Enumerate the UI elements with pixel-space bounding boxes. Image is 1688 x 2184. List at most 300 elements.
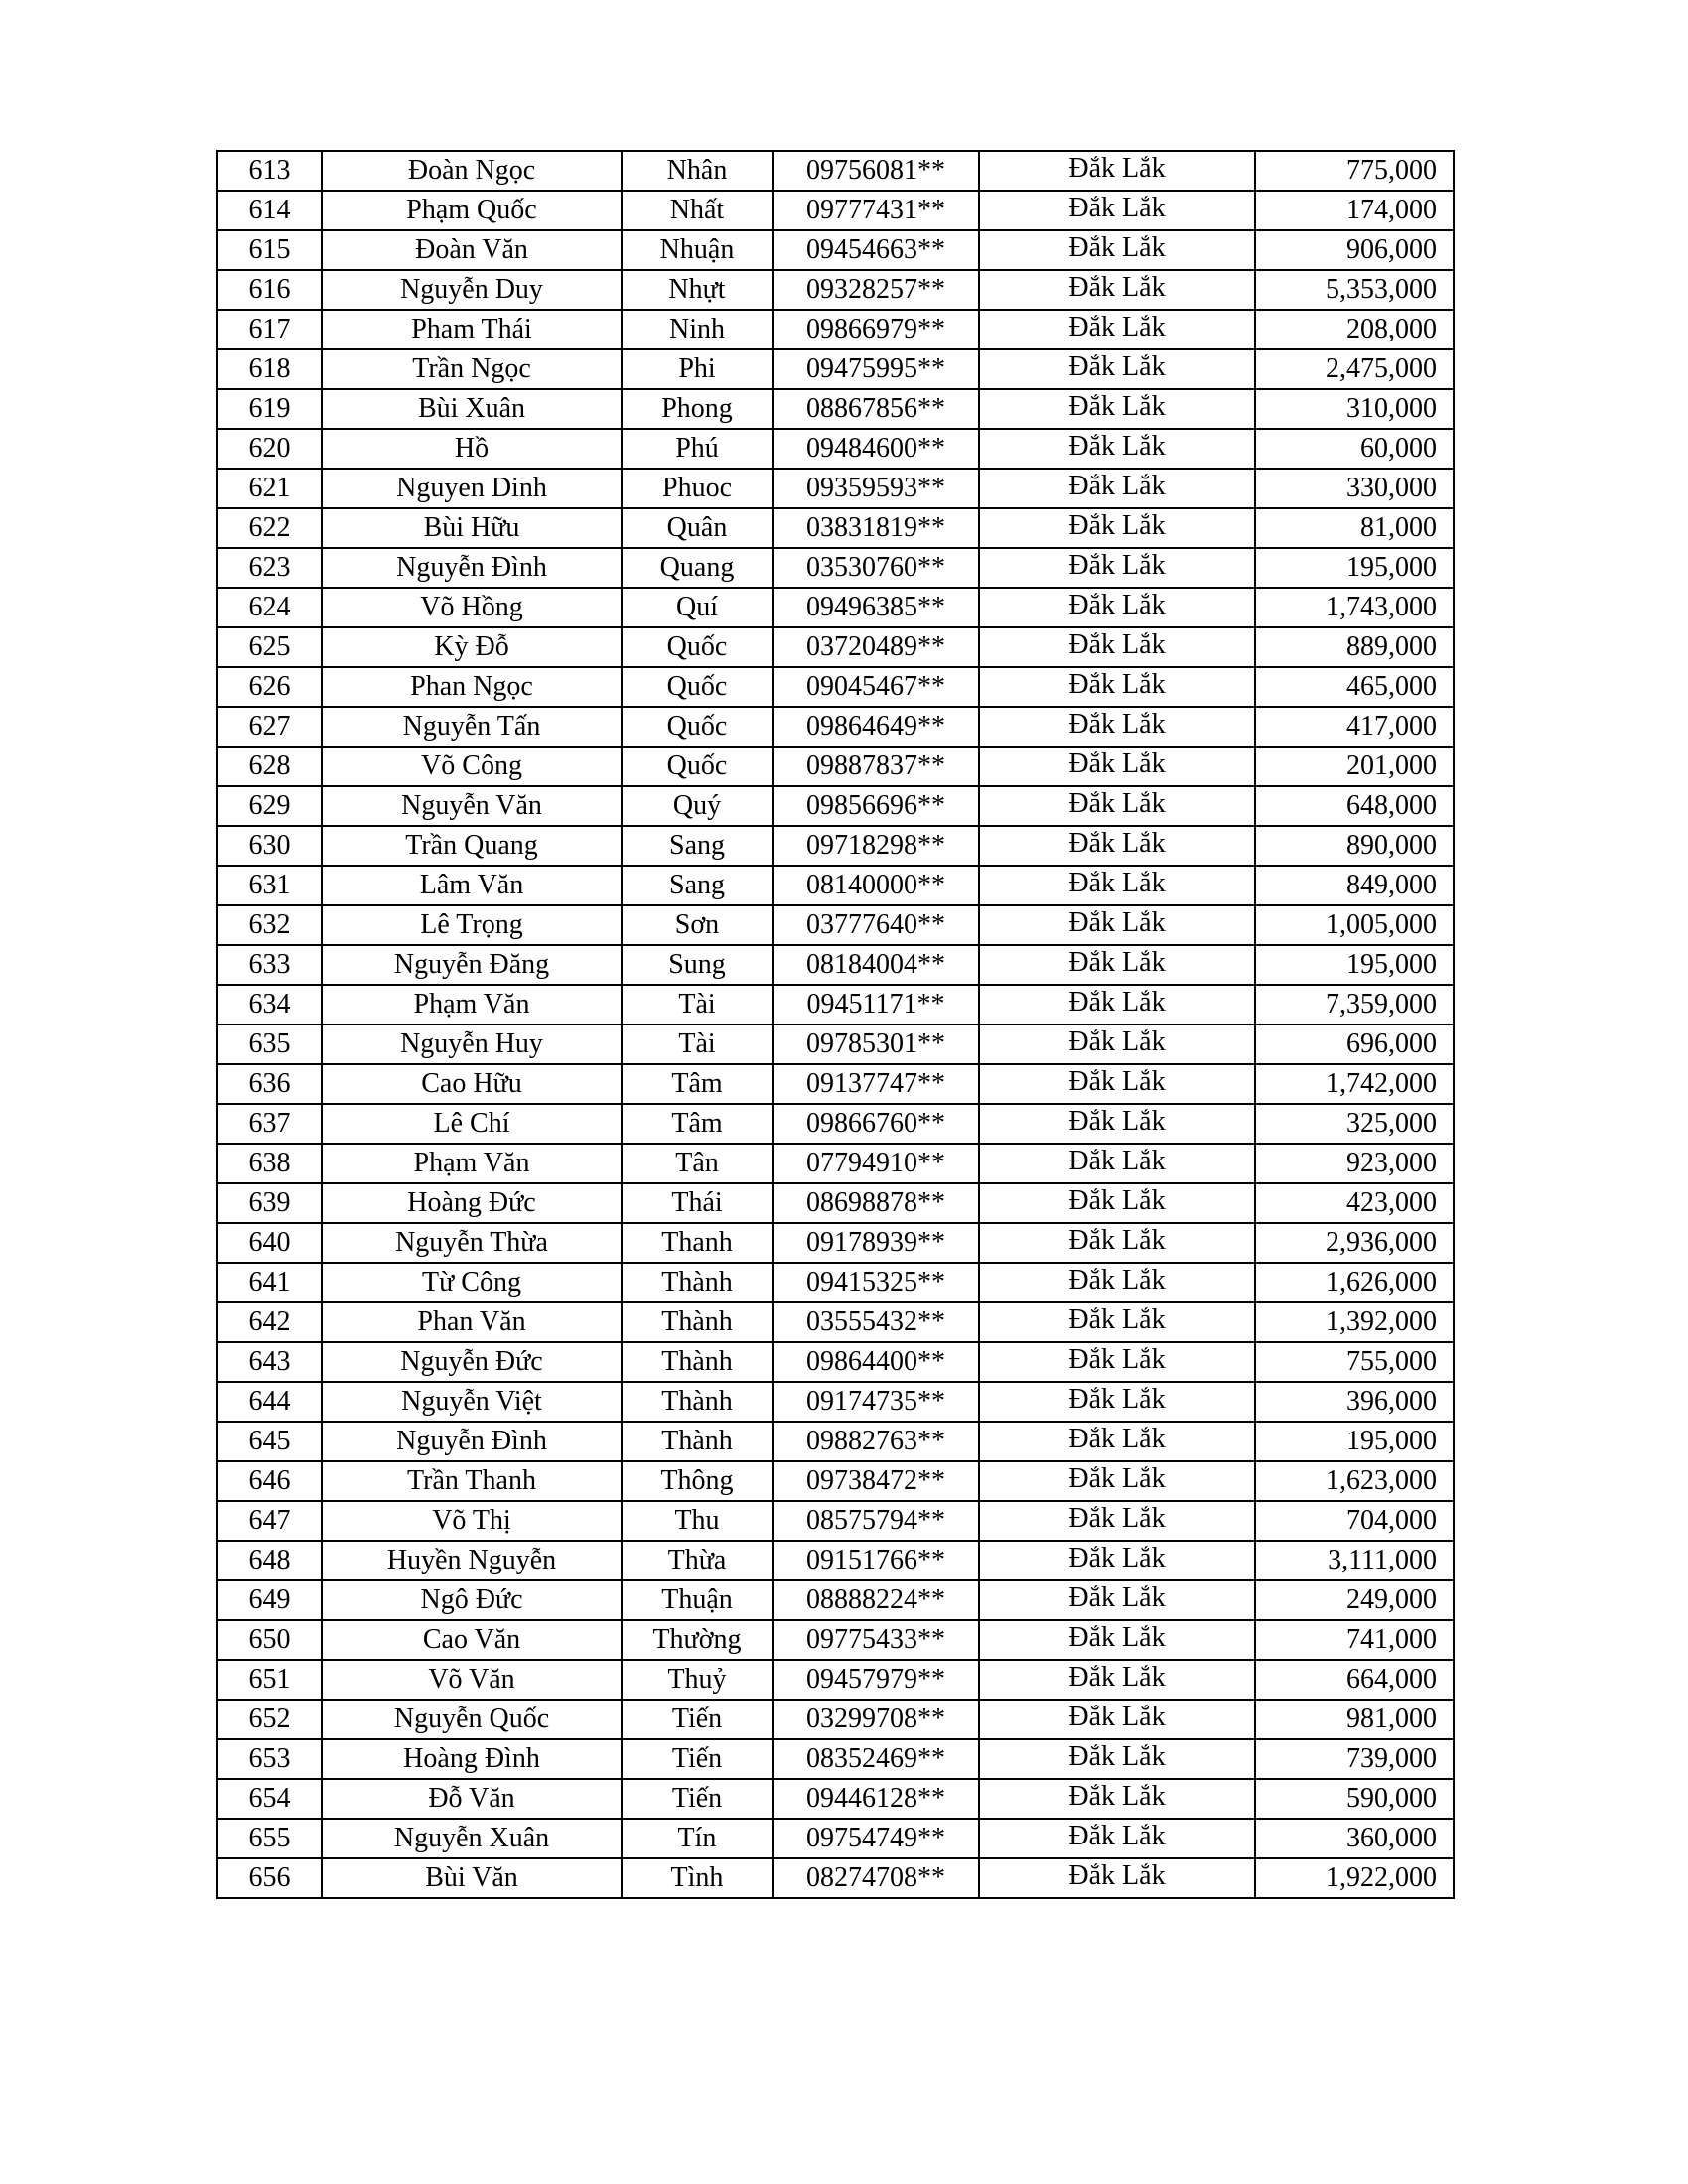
row-number-cell: 626 [217,667,322,707]
table-row [217,230,1454,270]
surname-cell: Nguyen Dinh [322,469,622,508]
surname-cell: Trần Quang [322,826,622,866]
province-cell: Đắk Lắk [979,747,1255,786]
given-name-cell: Tiến [622,1739,773,1779]
amount-cell: 423,000 [1255,1183,1454,1223]
province-cell: Đắk Lắk [979,1382,1255,1422]
province-cell: Đắk Lắk [979,1620,1255,1660]
amount-cell: 1,392,000 [1255,1302,1454,1342]
amount-cell: 739,000 [1255,1739,1454,1779]
amount-cell: 755,000 [1255,1342,1454,1382]
province-cell: Đắk Lắk [979,389,1255,429]
given-name-cell: Quang [622,548,773,588]
given-name-cell: Quốc [622,707,773,747]
phone-cell: 07794910** [773,1144,979,1183]
amount-cell: 330,000 [1255,469,1454,508]
table-row [217,1263,1454,1302]
phone-cell: 08274708** [773,1858,979,1898]
table-body [217,151,1454,1898]
surname-cell: Nguyễn Thừa [322,1223,622,1263]
province-cell: Đắk Lắk [979,627,1255,667]
given-name-cell: Tâm [622,1104,773,1144]
province-cell: Đắk Lắk [979,1104,1255,1144]
table-row [217,1739,1454,1779]
surname-cell: Lê Trọng [322,905,622,945]
amount-cell: 396,000 [1255,1382,1454,1422]
table-row [217,1183,1454,1223]
row-number-cell: 613 [217,151,322,191]
table-row [217,826,1454,866]
amount-cell: 2,475,000 [1255,349,1454,389]
phone-cell: 03530760** [773,548,979,588]
row-number-cell: 651 [217,1660,322,1700]
given-name-cell: Thông [622,1461,773,1501]
table-row [217,1342,1454,1382]
row-number-cell: 654 [217,1779,322,1819]
province-cell: Đắk Lắk [979,1422,1255,1461]
row-number-cell: 616 [217,270,322,310]
surname-cell: Phan Văn [322,1302,622,1342]
surname-cell: Lâm Văn [322,866,622,905]
surname-cell: Từ Công [322,1263,622,1302]
province-cell: Đắk Lắk [979,469,1255,508]
given-name-cell: Quốc [622,747,773,786]
table-row [217,945,1454,985]
surname-cell: Phạm Văn [322,985,622,1024]
phone-cell: 09775433** [773,1620,979,1660]
surname-cell: Trần Thanh [322,1461,622,1501]
amount-cell: 849,000 [1255,866,1454,905]
table-row [217,667,1454,707]
row-number-cell: 627 [217,707,322,747]
phone-cell: 09866760** [773,1104,979,1144]
province-cell: Đắk Lắk [979,945,1255,985]
row-number-cell: 652 [217,1700,322,1739]
surname-cell: Phan Ngọc [322,667,622,707]
row-number-cell: 640 [217,1223,322,1263]
phone-cell: 09137747** [773,1064,979,1104]
given-name-cell: Phi [622,349,773,389]
row-number-cell: 617 [217,310,322,349]
amount-cell: 704,000 [1255,1501,1454,1541]
surname-cell: Hoàng Đức [322,1183,622,1223]
given-name-cell: Tiến [622,1700,773,1739]
table-row [217,548,1454,588]
surname-cell: Phạm Quốc [322,191,622,230]
table-row [217,1422,1454,1461]
given-name-cell: Thường [622,1620,773,1660]
amount-cell: 1,626,000 [1255,1263,1454,1302]
surname-cell: Hồ [322,429,622,469]
phone-cell: 09496385** [773,588,979,627]
given-name-cell: Nhuận [622,230,773,270]
table-row [217,1541,1454,1580]
province-cell: Đắk Lắk [979,588,1255,627]
row-number-cell: 624 [217,588,322,627]
province-cell: Đắk Lắk [979,1461,1255,1501]
province-cell: Đắk Lắk [979,230,1255,270]
surname-cell: Nguyễn Việt [322,1382,622,1422]
surname-cell: Nguyễn Duy [322,270,622,310]
surname-cell: Đoàn Văn [322,230,622,270]
surname-cell: Võ Thị [322,1501,622,1541]
amount-cell: 664,000 [1255,1660,1454,1700]
amount-cell: 5,353,000 [1255,270,1454,310]
row-number-cell: 623 [217,548,322,588]
phone-cell: 08352469** [773,1739,979,1779]
row-number-cell: 620 [217,429,322,469]
row-number-cell: 630 [217,826,322,866]
amount-cell: 195,000 [1255,548,1454,588]
surname-cell: Phạm Văn [322,1144,622,1183]
given-name-cell: Thanh [622,1223,773,1263]
given-name-cell: Tình [622,1858,773,1898]
row-number-cell: 645 [217,1422,322,1461]
row-number-cell: 638 [217,1144,322,1183]
row-number-cell: 632 [217,905,322,945]
given-name-cell: Ninh [622,310,773,349]
province-cell: Đắk Lắk [979,1858,1255,1898]
amount-cell: 775,000 [1255,151,1454,191]
surname-cell: Ngô Đức [322,1580,622,1620]
table-row [217,1580,1454,1620]
phone-cell: 09457979** [773,1660,979,1700]
table-row [217,508,1454,548]
phone-cell: 09451171** [773,985,979,1024]
given-name-cell: Thành [622,1382,773,1422]
amount-cell: 1,005,000 [1255,905,1454,945]
amount-cell: 890,000 [1255,826,1454,866]
amount-cell: 81,000 [1255,508,1454,548]
phone-cell: 09756081** [773,151,979,191]
row-number-cell: 642 [217,1302,322,1342]
given-name-cell: Thừa [622,1541,773,1580]
row-number-cell: 625 [217,627,322,667]
phone-cell: 09738472** [773,1461,979,1501]
table-row [217,866,1454,905]
given-name-cell: Quí [622,588,773,627]
table-row [217,1064,1454,1104]
amount-cell: 325,000 [1255,1104,1454,1144]
table-row [217,1461,1454,1501]
table-row [217,270,1454,310]
row-number-cell: 649 [217,1580,322,1620]
surname-cell: Nguyễn Huy [322,1024,622,1064]
given-name-cell: Thái [622,1183,773,1223]
given-name-cell: Phong [622,389,773,429]
surname-cell: Bùi Văn [322,1858,622,1898]
table-row [217,786,1454,826]
phone-cell: 09718298** [773,826,979,866]
phone-cell: 08867856** [773,389,979,429]
table-row [217,1700,1454,1739]
row-number-cell: 634 [217,985,322,1024]
amount-cell: 1,743,000 [1255,588,1454,627]
province-cell: Đắk Lắk [979,1024,1255,1064]
amount-cell: 2,936,000 [1255,1223,1454,1263]
province-cell: Đắk Lắk [979,707,1255,747]
phone-cell: 09359593** [773,469,979,508]
amount-cell: 174,000 [1255,191,1454,230]
table-row [217,985,1454,1024]
province-cell: Đắk Lắk [979,270,1255,310]
province-cell: Đắk Lắk [979,1660,1255,1700]
surname-cell: Nguyễn Đức [322,1342,622,1382]
row-number-cell: 615 [217,230,322,270]
recipient-table [216,150,1455,1899]
phone-cell: 08575794** [773,1501,979,1541]
table-row [217,707,1454,747]
given-name-cell: Tiến [622,1779,773,1819]
row-number-cell: 644 [217,1382,322,1422]
row-number-cell: 628 [217,747,322,786]
phone-cell: 09475995** [773,349,979,389]
table-row [217,1858,1454,1898]
given-name-cell: Sơn [622,905,773,945]
phone-cell: 09151766** [773,1541,979,1580]
row-number-cell: 646 [217,1461,322,1501]
row-number-cell: 641 [217,1263,322,1302]
phone-cell: 09785301** [773,1024,979,1064]
row-number-cell: 655 [217,1819,322,1858]
province-cell: Đắk Lắk [979,1302,1255,1342]
amount-cell: 696,000 [1255,1024,1454,1064]
table-row [217,1024,1454,1064]
province-cell: Đắk Lắk [979,1263,1255,1302]
phone-cell: 09446128** [773,1779,979,1819]
province-cell: Đắk Lắk [979,151,1255,191]
given-name-cell: Tâm [622,1064,773,1104]
amount-cell: 360,000 [1255,1819,1454,1858]
phone-cell: 08184004** [773,945,979,985]
surname-cell: Bùi Hữu [322,508,622,548]
surname-cell: Nguyễn Đăng [322,945,622,985]
row-number-cell: 629 [217,786,322,826]
province-cell: Đắk Lắk [979,1779,1255,1819]
table-row [217,310,1454,349]
phone-cell: 09328257** [773,270,979,310]
province-cell: Đắk Lắk [979,429,1255,469]
given-name-cell: Sung [622,945,773,985]
row-number-cell: 650 [217,1620,322,1660]
phone-cell: 09174735** [773,1382,979,1422]
phone-cell: 09856696** [773,786,979,826]
table-row [217,1302,1454,1342]
phone-cell: 09882763** [773,1422,979,1461]
amount-cell: 906,000 [1255,230,1454,270]
surname-cell: Cao Văn [322,1620,622,1660]
row-number-cell: 656 [217,1858,322,1898]
province-cell: Đắk Lắk [979,1064,1255,1104]
given-name-cell: Thành [622,1342,773,1382]
given-name-cell: Tín [622,1819,773,1858]
phone-cell: 08698878** [773,1183,979,1223]
given-name-cell: Thuận [622,1580,773,1620]
phone-cell: 03831819** [773,508,979,548]
amount-cell: 195,000 [1255,945,1454,985]
province-cell: Đắk Lắk [979,191,1255,230]
province-cell: Đắk Lắk [979,1541,1255,1580]
amount-cell: 465,000 [1255,667,1454,707]
given-name-cell: Thành [622,1302,773,1342]
surname-cell: Nguyễn Tấn [322,707,622,747]
table-row [217,1819,1454,1858]
amount-cell: 923,000 [1255,1144,1454,1183]
row-number-cell: 619 [217,389,322,429]
province-cell: Đắk Lắk [979,1580,1255,1620]
table-row [217,349,1454,389]
province-cell: Đắk Lắk [979,866,1255,905]
province-cell: Đắk Lắk [979,1819,1255,1858]
phone-cell: 08140000** [773,866,979,905]
given-name-cell: Nhất [622,191,773,230]
table-row [217,1779,1454,1819]
table-row [217,1382,1454,1422]
phone-cell: 09887837** [773,747,979,786]
surname-cell: Nguyễn Quốc [322,1700,622,1739]
row-number-cell: 622 [217,508,322,548]
given-name-cell: Thuỷ [622,1660,773,1700]
given-name-cell: Sang [622,826,773,866]
given-name-cell: Sang [622,866,773,905]
amount-cell: 590,000 [1255,1779,1454,1819]
table-row [217,389,1454,429]
given-name-cell: Quân [622,508,773,548]
surname-cell: Lê Chí [322,1104,622,1144]
row-number-cell: 636 [217,1064,322,1104]
surname-cell: Hoàng Đình [322,1739,622,1779]
surname-cell: Đoàn Ngọc [322,151,622,191]
surname-cell: Trần Ngọc [322,349,622,389]
table-row [217,1144,1454,1183]
table-row [217,1223,1454,1263]
amount-cell: 889,000 [1255,627,1454,667]
table-row [217,627,1454,667]
amount-cell: 3,111,000 [1255,1541,1454,1580]
phone-cell: 09864649** [773,707,979,747]
row-number-cell: 648 [217,1541,322,1580]
phone-cell: 03555432** [773,1302,979,1342]
amount-cell: 741,000 [1255,1620,1454,1660]
phone-cell: 03720489** [773,627,979,667]
phone-cell: 08888224** [773,1580,979,1620]
province-cell: Đắk Lắk [979,1739,1255,1779]
province-cell: Đắk Lắk [979,310,1255,349]
table-row [217,1104,1454,1144]
phone-cell: 09754749** [773,1819,979,1858]
given-name-cell: Thu [622,1501,773,1541]
amount-cell: 7,359,000 [1255,985,1454,1024]
row-number-cell: 618 [217,349,322,389]
row-number-cell: 653 [217,1739,322,1779]
given-name-cell: Thành [622,1263,773,1302]
surname-cell: Võ Văn [322,1660,622,1700]
phone-cell: 03777640** [773,905,979,945]
surname-cell: Đỗ Văn [322,1779,622,1819]
province-cell: Đắk Lắk [979,667,1255,707]
phone-cell: 09045467** [773,667,979,707]
amount-cell: 208,000 [1255,310,1454,349]
table-row [217,151,1454,191]
table-row [217,747,1454,786]
surname-cell: Kỳ Đỗ [322,627,622,667]
table-row [217,588,1454,627]
province-cell: Đắk Lắk [979,349,1255,389]
row-number-cell: 637 [217,1104,322,1144]
surname-cell: Võ Hồng [322,588,622,627]
table-row [217,191,1454,230]
row-number-cell: 639 [217,1183,322,1223]
province-cell: Đắk Lắk [979,1342,1255,1382]
province-cell: Đắk Lắk [979,826,1255,866]
given-name-cell: Quốc [622,667,773,707]
surname-cell: Cao Hữu [322,1064,622,1104]
phone-cell: 09866979** [773,310,979,349]
province-cell: Đắk Lắk [979,1223,1255,1263]
phone-cell: 09415325** [773,1263,979,1302]
row-number-cell: 614 [217,191,322,230]
phone-cell: 09777431** [773,191,979,230]
province-cell: Đắk Lắk [979,905,1255,945]
given-name-cell: Nhân [622,151,773,191]
table-row [217,1501,1454,1541]
phone-cell: 09864400** [773,1342,979,1382]
phone-cell: 09178939** [773,1223,979,1263]
province-cell: Đắk Lắk [979,985,1255,1024]
province-cell: Đắk Lắk [979,1183,1255,1223]
row-number-cell: 621 [217,469,322,508]
given-name-cell: Tân [622,1144,773,1183]
given-name-cell: Quốc [622,627,773,667]
given-name-cell: Phú [622,429,773,469]
amount-cell: 1,922,000 [1255,1858,1454,1898]
table-row [217,469,1454,508]
phone-cell: 03299708** [773,1700,979,1739]
surname-cell: Bùi Xuân [322,389,622,429]
amount-cell: 310,000 [1255,389,1454,429]
surname-cell: Nguyễn Đình [322,1422,622,1461]
row-number-cell: 633 [217,945,322,985]
province-cell: Đắk Lắk [979,1501,1255,1541]
amount-cell: 1,742,000 [1255,1064,1454,1104]
province-cell: Đắk Lắk [979,548,1255,588]
amount-cell: 648,000 [1255,786,1454,826]
row-number-cell: 635 [217,1024,322,1064]
surname-cell: Nguyễn Đình [322,548,622,588]
table-row [217,905,1454,945]
province-cell: Đắk Lắk [979,1144,1255,1183]
given-name-cell: Thành [622,1422,773,1461]
given-name-cell: Tài [622,1024,773,1064]
given-name-cell: Phuoc [622,469,773,508]
amount-cell: 417,000 [1255,707,1454,747]
amount-cell: 60,000 [1255,429,1454,469]
amount-cell: 981,000 [1255,1700,1454,1739]
row-number-cell: 647 [217,1501,322,1541]
province-cell: Đắk Lắk [979,786,1255,826]
surname-cell: Nguyễn Xuân [322,1819,622,1858]
surname-cell: Huyền Nguyễn [322,1541,622,1580]
phone-cell: 09484600** [773,429,979,469]
row-number-cell: 631 [217,866,322,905]
amount-cell: 1,623,000 [1255,1461,1454,1501]
surname-cell: Pham Thái [322,310,622,349]
province-cell: Đắk Lắk [979,1700,1255,1739]
table-row [217,429,1454,469]
amount-cell: 195,000 [1255,1422,1454,1461]
row-number-cell: 643 [217,1342,322,1382]
amount-cell: 201,000 [1255,747,1454,786]
